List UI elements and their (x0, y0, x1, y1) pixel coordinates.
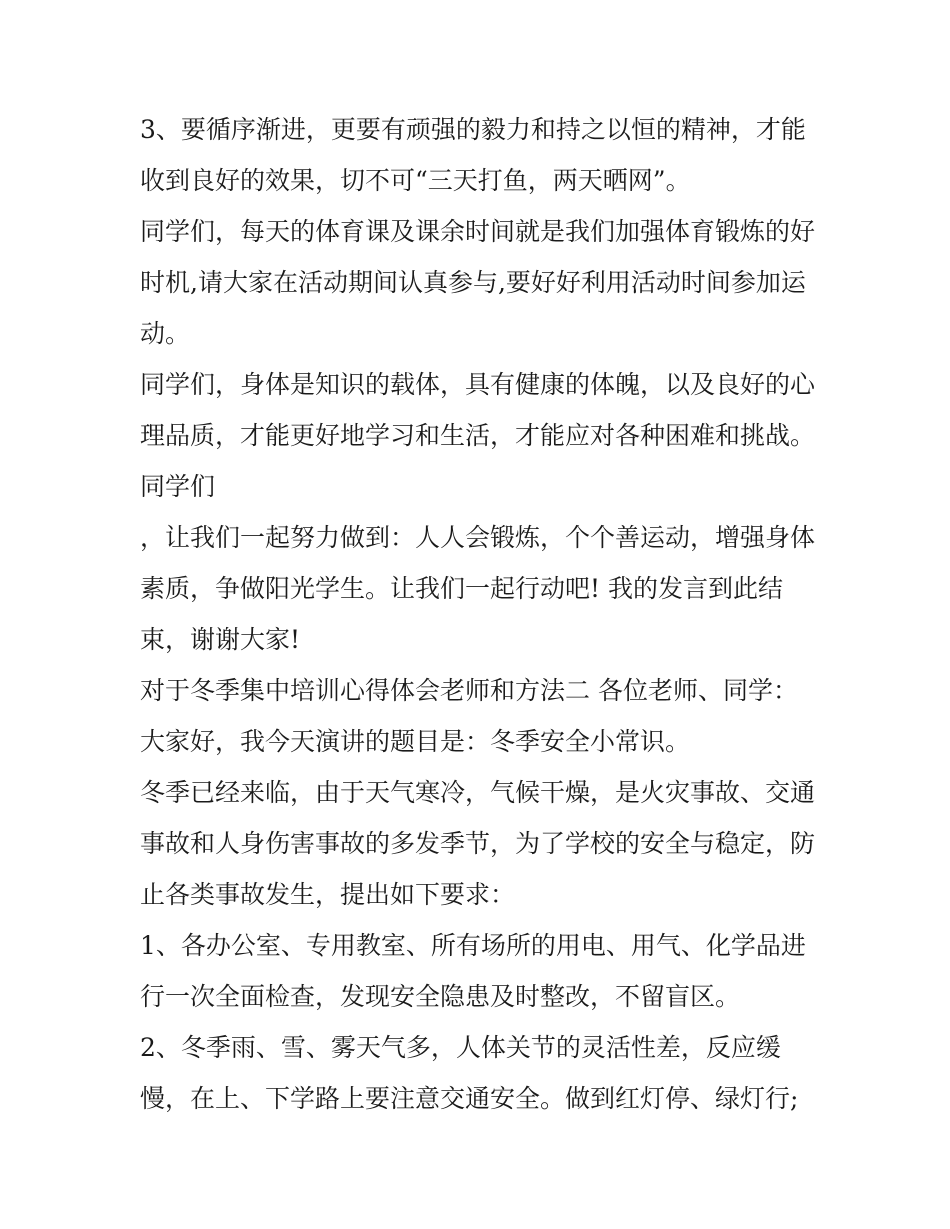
text-line: 大家好，我今天演讲的题目是：冬季安全小常识。 (140, 727, 691, 756)
text-line: 同学们，每天的体育课及课余时间就是我们加强体育锻炼的好 (140, 217, 816, 246)
text-line: 止各类事故发生，提出如下要求： (140, 880, 516, 909)
text-line: 1、各办公室、专用教室、所有场所的用电、用气、化学品进 (140, 931, 806, 960)
text-line: 素质，争做阳光学生。让我们一起行动吧! 我的发言到此结 (140, 574, 783, 603)
text-line: 事故和人身伤害事故的多发季节，为了学校的安全与稳定，防 (140, 829, 816, 858)
text-line: 2、冬季雨、雪、雾天气多，人体关节的灵活性差，反应缓 (140, 1033, 781, 1062)
text-line: 时机,请大家在活动期间认真参与,要好好利用活动时间参加运 (140, 268, 806, 297)
text-line: 同学们，身体是知识的载体，具有健康的体魄，以及良好的心 (140, 370, 816, 399)
text-line: 束，谢谢大家! (140, 625, 301, 654)
text-line: 冬季已经来临，由于天气寒冷，气候干燥，是火灾事故、交通 (140, 778, 816, 807)
text-line: 对于冬季集中培训心得体会老师和方法二 各位老师、同学： (140, 676, 798, 705)
text-line: 动。 (140, 319, 191, 348)
text-line: 同学们 (140, 472, 216, 501)
text-line: ，让我们一起努力做到：人人会锻炼，个个善运动，增强身体 (140, 523, 816, 552)
text-line: 3、要循序渐进，更要有顽强的毅力和持之以恒的精神，才能 (140, 115, 806, 144)
text-line: 收到良好的效果，切不可“三天打鱼，两天晒网”。 (140, 166, 691, 195)
text-line: 理品质，才能更好地学习和生活，才能应对各种困难和挑战。 (140, 421, 816, 450)
text-line: 慢，在上、下学路上要注意交通安全。做到红灯停、绿灯行; (140, 1084, 799, 1113)
document-body (140, 104, 830, 1124)
text-line: 行一次全面检查，发现安全隐患及时整改，不留盲区。 (140, 982, 741, 1011)
